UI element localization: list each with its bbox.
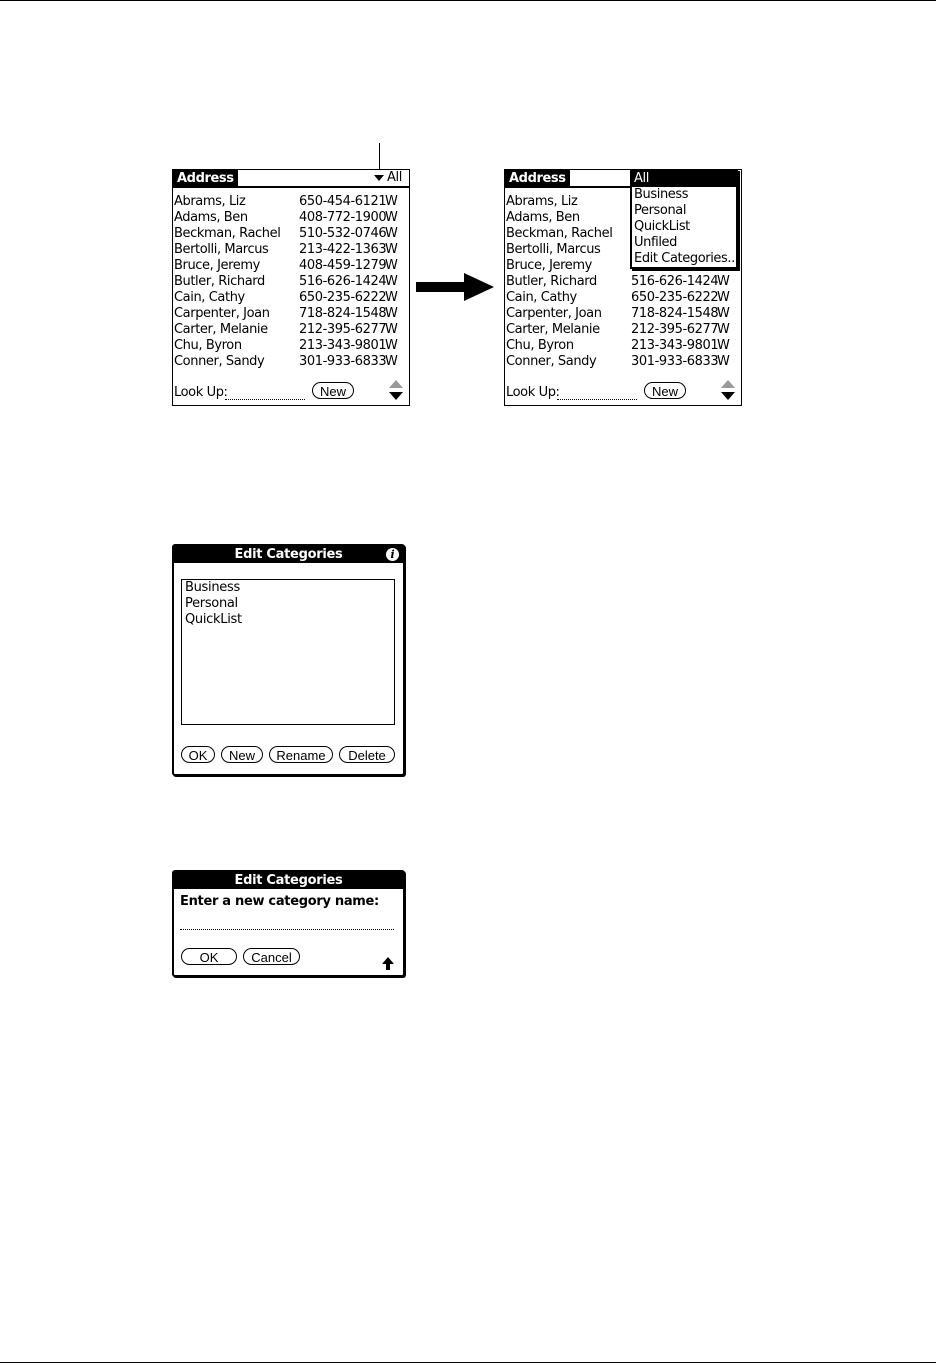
- contact-phone: 408-459-1279: [299, 258, 387, 273]
- contact-phone: 650-235-6222: [631, 290, 719, 305]
- list-item[interactable]: [506, 306, 736, 322]
- category-list-item[interactable]: QuickList: [185, 612, 242, 627]
- scroll-arrows[interactable]: [388, 380, 404, 402]
- app-title: Address: [505, 170, 570, 187]
- list-item[interactable]: [174, 258, 404, 274]
- contact-phone: 510-532-0746: [299, 226, 387, 241]
- cancel-button[interactable]: Cancel: [243, 948, 300, 965]
- dropdown-arrow-icon: [374, 175, 384, 181]
- contact-name: Abrams, Liz: [174, 194, 246, 209]
- top-rule: [0, 0, 936, 1]
- contact-name: Conner, Sandy: [174, 354, 265, 369]
- menu-item[interactable]: All: [632, 171, 736, 187]
- list-item[interactable]: [174, 306, 404, 322]
- contact-name: Adams, Ben: [506, 210, 580, 225]
- contact-name: Cain, Cathy: [174, 290, 245, 305]
- transition-arrow-icon: [464, 273, 494, 301]
- scroll-down-icon[interactable]: [389, 392, 403, 400]
- phone-type: W: [385, 226, 398, 241]
- contact-name: Abrams, Liz: [506, 194, 578, 209]
- list-item[interactable]: [174, 194, 404, 210]
- contact-name: Beckman, Rachel: [174, 226, 281, 241]
- category-name-input[interactable]: [180, 929, 394, 930]
- scroll-up-icon[interactable]: [389, 380, 403, 388]
- new-button[interactable]: New: [644, 382, 686, 399]
- menu-item[interactable]: Edit Categories...: [634, 251, 739, 266]
- new-category-dialog: [172, 870, 405, 977]
- contact-name: Butler, Richard: [506, 274, 597, 289]
- list-item[interactable]: [506, 322, 736, 338]
- phone-type: W: [385, 322, 398, 337]
- new-button[interactable]: New: [312, 382, 354, 399]
- contact-name: Conner, Sandy: [506, 354, 597, 369]
- category-picker-label: All: [387, 170, 402, 185]
- list-item[interactable]: [506, 290, 736, 306]
- list-item[interactable]: [174, 322, 404, 338]
- contact-name: Carter, Melanie: [506, 322, 600, 337]
- new-category-button[interactable]: New: [221, 746, 263, 763]
- phone-type: W: [385, 354, 398, 369]
- list-item[interactable]: [174, 290, 404, 306]
- contact-name: Carpenter, Joan: [506, 306, 602, 321]
- contact-name: Butler, Richard: [174, 274, 265, 289]
- dialog-title-text: Edit Categories: [234, 547, 343, 562]
- list-item[interactable]: [506, 354, 736, 370]
- lookup-input[interactable]: [557, 399, 637, 400]
- lookup-label: Look Up:: [506, 385, 560, 400]
- contact-name: Bertolli, Marcus: [506, 242, 601, 257]
- category-picker[interactable]: [374, 170, 402, 186]
- category-name-prompt: Enter a new category name:: [180, 894, 379, 909]
- contact-name: Bruce, Jeremy: [506, 258, 592, 273]
- list-item[interactable]: [506, 338, 736, 354]
- category-list[interactable]: [181, 579, 395, 725]
- contact-phone: 213-422-1363: [299, 242, 387, 257]
- contact-phone: 718-824-1548: [631, 306, 719, 321]
- contact-phone: 718-824-1548: [299, 306, 387, 321]
- phone-type: W: [385, 306, 398, 321]
- contact-name: Chu, Byron: [506, 338, 574, 353]
- scroll-arrows[interactable]: [720, 380, 736, 402]
- phone-type: W: [385, 258, 398, 273]
- edit-categories-dialog: [172, 544, 405, 776]
- contact-phone: 408-772-1900: [299, 210, 387, 225]
- phone-type: W: [385, 290, 398, 305]
- contact-name: Cain, Cathy: [506, 290, 577, 305]
- contact-phone: 212-395-6277: [299, 322, 387, 337]
- list-item[interactable]: [174, 242, 404, 258]
- phone-type: W: [385, 194, 398, 209]
- contact-phone: 650-235-6222: [299, 290, 387, 305]
- phone-type: W: [385, 210, 398, 225]
- title-underline: [173, 186, 409, 188]
- ok-button[interactable]: OK: [181, 948, 237, 965]
- contact-name: Carter, Melanie: [174, 322, 268, 337]
- phone-type: W: [717, 290, 730, 305]
- contact-name: Adams, Ben: [174, 210, 248, 225]
- contact-name: Bertolli, Marcus: [174, 242, 269, 257]
- dialog-title: [174, 872, 403, 889]
- contact-phone: 213-343-9801: [299, 338, 387, 353]
- scroll-down-icon[interactable]: [721, 392, 735, 400]
- info-icon[interactable]: i: [386, 548, 399, 561]
- list-item[interactable]: [174, 274, 404, 290]
- menu-item[interactable]: Business: [634, 187, 689, 202]
- list-item[interactable]: [174, 226, 404, 242]
- contact-name: Bruce, Jeremy: [174, 258, 260, 273]
- phone-type: W: [385, 274, 398, 289]
- contact-phone: 516-626-1424: [631, 274, 719, 289]
- phone-type: W: [717, 354, 730, 369]
- menu-item[interactable]: Personal: [634, 203, 687, 218]
- contact-name: Beckman, Rachel: [506, 226, 613, 241]
- category-popup-menu: [630, 169, 738, 269]
- phone-type: W: [385, 242, 398, 257]
- menu-item[interactable]: QuickList: [634, 219, 690, 234]
- app-title: Address: [173, 170, 238, 187]
- scroll-up-icon[interactable]: [721, 380, 735, 388]
- rename-button[interactable]: Rename: [269, 746, 333, 763]
- category-list-item[interactable]: Business: [185, 580, 240, 595]
- contact-name: Chu, Byron: [174, 338, 242, 353]
- delete-button[interactable]: Delete: [339, 746, 395, 763]
- phone-type: W: [385, 338, 398, 353]
- address-list-screen: [172, 169, 410, 406]
- title-underline: [505, 186, 630, 188]
- phone-type: W: [717, 338, 730, 353]
- bottom-rule: [0, 1362, 936, 1363]
- list-item[interactable]: [174, 338, 404, 354]
- phone-type: W: [717, 322, 730, 337]
- contact-phone: 212-395-6277: [631, 322, 719, 337]
- phone-type: W: [717, 274, 730, 289]
- lookup-input[interactable]: [225, 399, 305, 400]
- dialog-title: [174, 546, 403, 563]
- contact-phone: 213-343-9801: [631, 338, 719, 353]
- category-list-item[interactable]: Personal: [185, 596, 238, 611]
- list-item[interactable]: [174, 210, 404, 226]
- contact-phone: 301-933-6833: [299, 354, 387, 369]
- menu-item[interactable]: Unfiled: [634, 235, 678, 250]
- list-item[interactable]: [506, 274, 736, 290]
- contact-name: Carpenter, Joan: [174, 306, 270, 321]
- lookup-label: Look Up:: [174, 385, 228, 400]
- shift-indicator-icon: [382, 957, 396, 971]
- phone-type: W: [717, 306, 730, 321]
- contact-phone: 650-454-6121: [299, 194, 387, 209]
- address-popup-screen: [504, 169, 742, 406]
- dialog-title-text: Edit Categories: [234, 873, 343, 888]
- transition-arrow-shaft: [416, 282, 466, 292]
- ok-button[interactable]: OK: [181, 746, 215, 763]
- list-item[interactable]: [174, 354, 404, 370]
- contact-phone: 301-933-6833: [631, 354, 719, 369]
- contact-phone: 516-626-1424: [299, 274, 387, 289]
